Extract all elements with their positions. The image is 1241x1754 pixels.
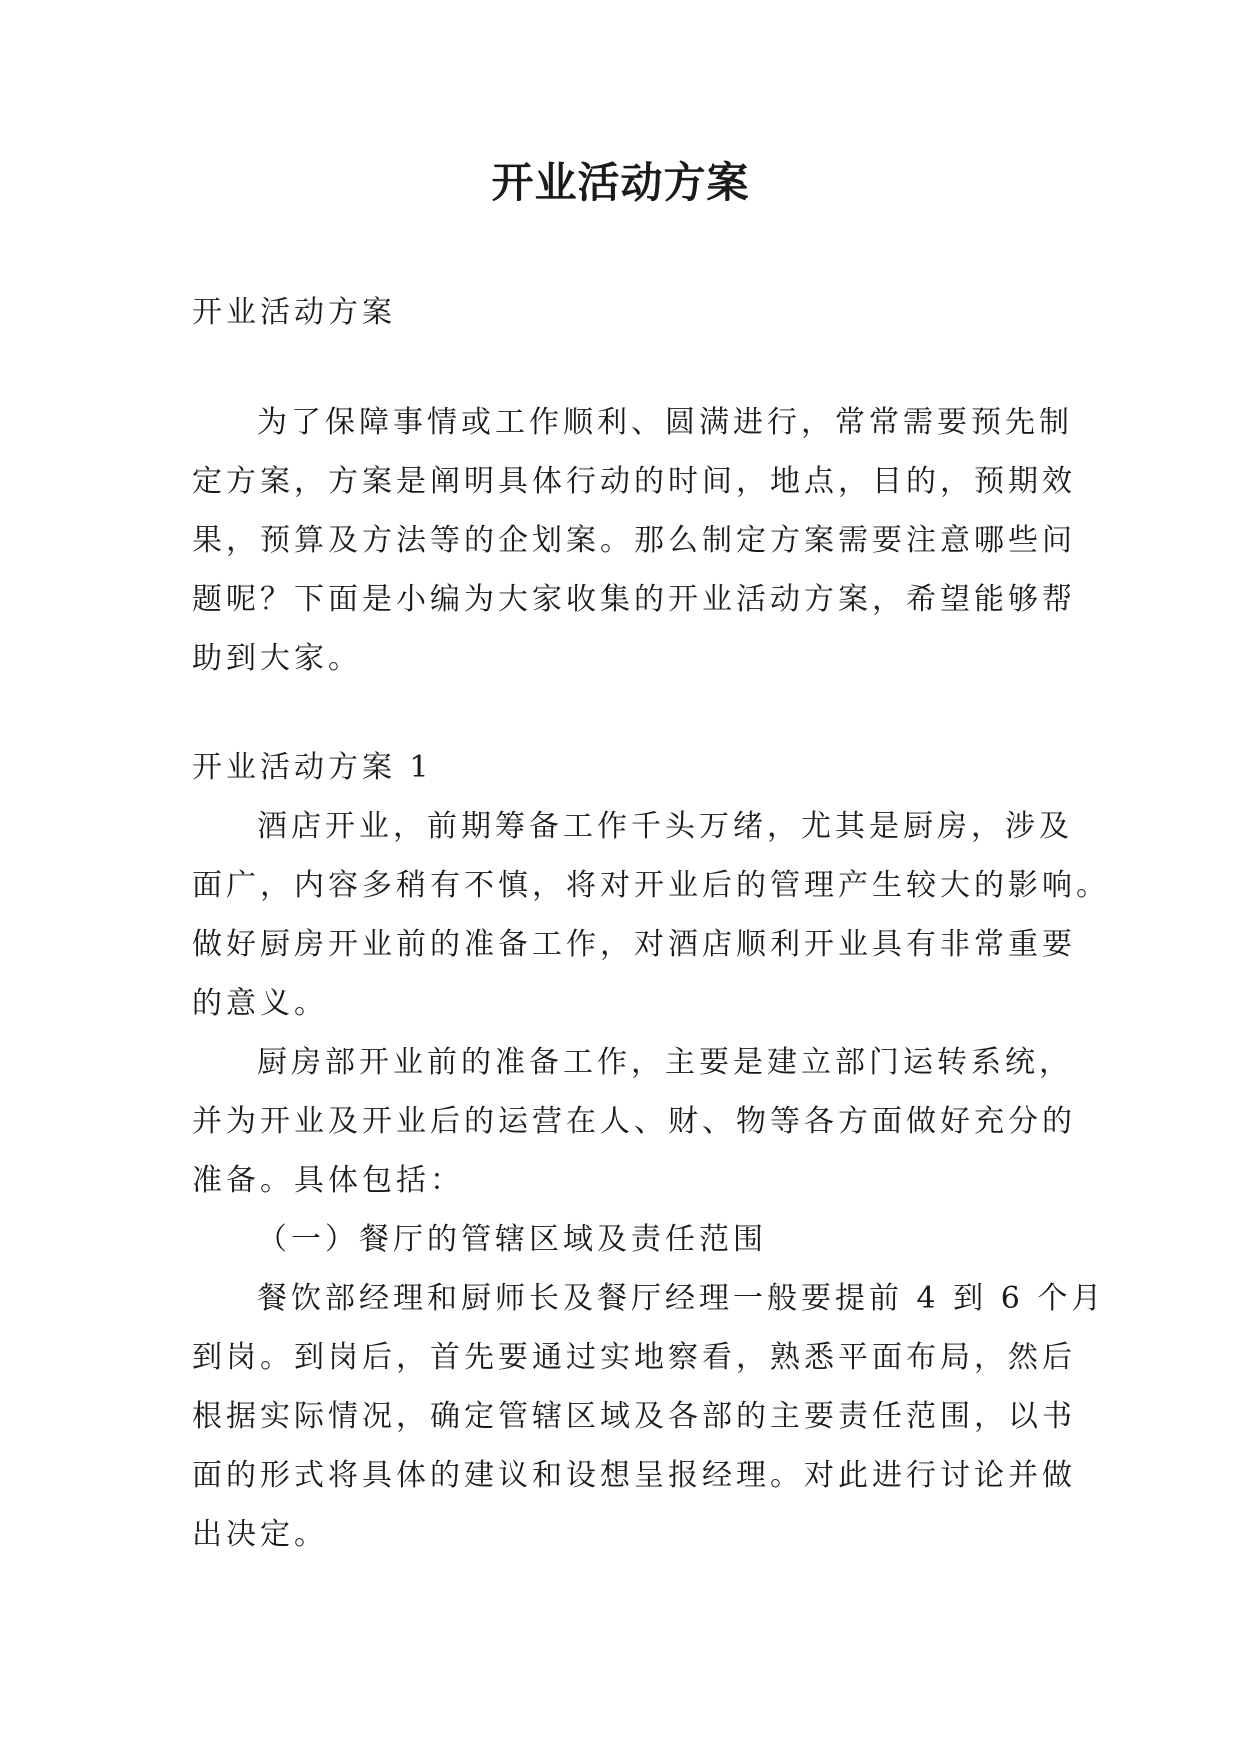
paragraph-line: 做好厨房开业前的准备工作，对酒店顺利开业具有非常重要	[192, 927, 1076, 962]
sub-heading: （一）餐厅的管辖区域及责任范围	[257, 1222, 767, 1257]
paragraph-line: 果，预算及方法等的企划案。那么制定方案需要注意哪些问	[192, 523, 1076, 558]
paragraph-line: 助到大家。	[192, 641, 362, 676]
paragraph-line: 根据实际情况，确定管辖区域及各部的主要责任范围，以书	[192, 1399, 1076, 1434]
paragraph-line: 到岗。到岗后，首先要通过实地察看，熟悉平面布局，然后	[192, 1340, 1076, 1375]
document-title: 开业活动方案	[491, 158, 750, 207]
paragraph-line: 的意义。	[192, 986, 328, 1021]
paragraph-line: 定方案，方案是阐明具体行动的时间，地点，目的，预期效	[192, 464, 1076, 499]
paragraph-line: 准备。具体包括：	[192, 1163, 464, 1198]
paragraph-line: 题呢？下面是小编为大家收集的开业活动方案，希望能够帮	[192, 582, 1076, 617]
paragraph-line: 厨房部开业前的准备工作，主要是建立部门运转系统，	[257, 1045, 1073, 1080]
paragraph-line: 餐饮部经理和厨师长及餐厅经理一般要提前 4 到 6 个月	[257, 1281, 1106, 1316]
paragraph-line: 出决定。	[192, 1517, 328, 1552]
paragraph-line: 为了保障事情或工作顺利、圆满进行，常常需要预先制	[257, 405, 1073, 440]
section-heading: 开业活动方案 1	[192, 750, 433, 785]
document-subtitle: 开业活动方案	[192, 295, 396, 330]
paragraph-line: 面广，内容多稍有不慎，将对开业后的管理产生较大的影响。	[192, 868, 1110, 903]
paragraph-line: 并为开业及开业后的运营在人、财、物等各方面做好充分的	[192, 1104, 1076, 1139]
paragraph-line: 面的形式将具体的建议和设想呈报经理。对此进行讨论并做	[192, 1458, 1076, 1493]
paragraph-line: 酒店开业，前期筹备工作千头万绪，尤其是厨房，涉及	[257, 809, 1073, 844]
